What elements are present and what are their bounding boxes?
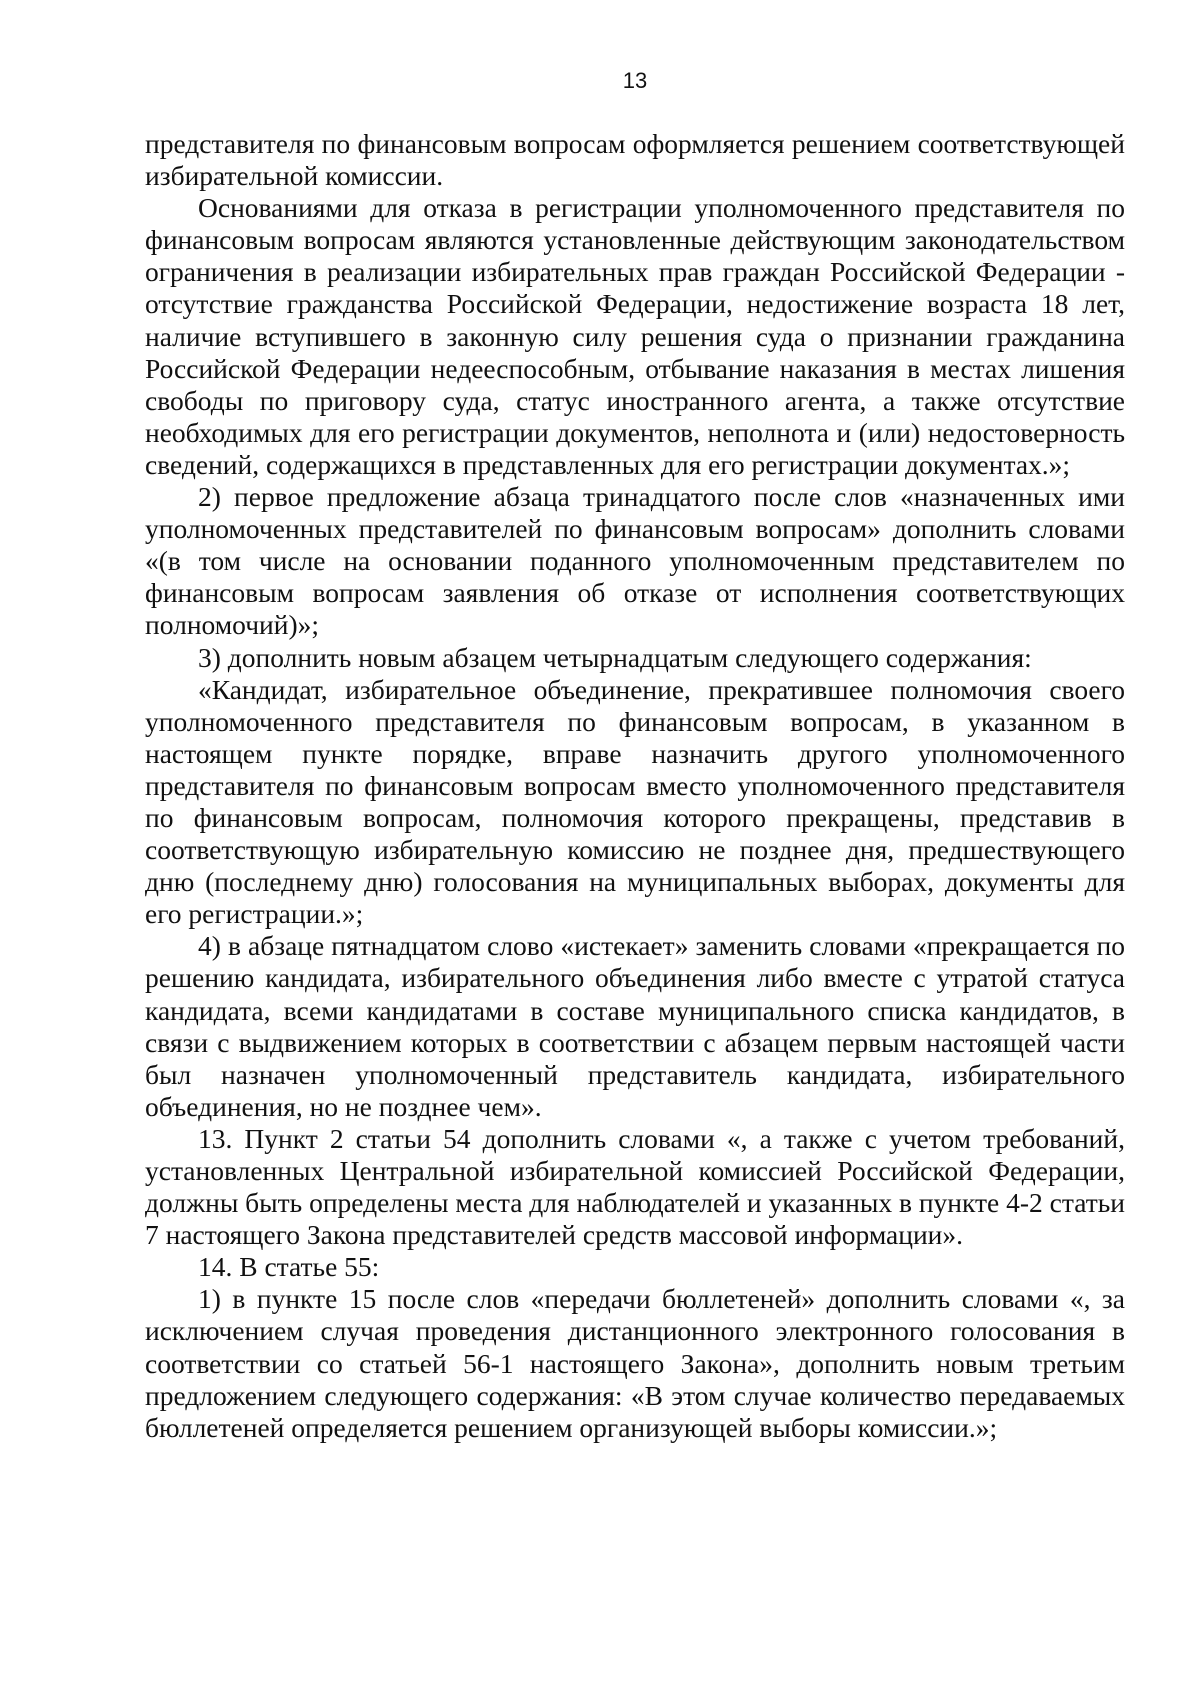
paragraph-8: 14. В статье 55: — [198, 1251, 380, 1283]
paragraph-3: 2) первое предложение абзаца тринадцатого после слов «назначенных ими уполномоченных представителей по финансовым вопросам» дополнить словами «(в том числе на основании поданного уполномоченным представителем по финансовым вопросам заявления об отказе от исполнения соответствующих полномочий)»; — [145, 481, 1125, 641]
paragraph-5: «Кандидат, избирательное объединение, прекратившее полномочия своего уполномоченного представителя по финансовым вопросам, в указанном в настоящем пункте порядке, вправе назначить другого уполномоченного представителя по финансовым вопросам вместо уполномоченного представителя по финансовым вопросам, полномочия которого прекращены, представив в соответствующую избирательную комиссию не позднее дня, предшествующего дню (последнему дню) голосования на муниципальных выборах, документы для его регистрации.»; — [145, 673, 1125, 930]
paragraph-6: 4) в абзаце пятнадцатом слово «истекает» заменить словами «прекращается по решению кандидата, избирательного объединения либо вместе с утратой статуса кандидата, всеми кандидатами в составе муниципального списка кандидатов, в связи с выдвижением которых в соответствии с абзацем первым настоящей части был назначен уполномоченный представитель кандидата, избирательного объединения, но не позднее чем». — [145, 930, 1125, 1122]
paragraph-2: Основаниями для отказа в регистрации уполномоченного представителя по финансовым вопросам являются установленные действующим законодательством ограничения в реализации избирательных прав граждан Российской Федерации - отсутствие гражданства Российской Федерации, недостижение возраста 18 лет, наличие вступившего в законную силу решения суда о признании гражданина Российской Федерации недееспособным, отбывание наказания в местах лишения свободы по приговору суда, статус иностранного агента, а также отсутствие необходимых для его регистрации документов, неполнота и (или) недостоверность сведений, содержащихся в представленных для его регистрации документах.»; — [145, 192, 1125, 480]
paragraph-1: представителя по финансовым вопросам оформляется решением соответствующей избирательной комиссии. — [145, 128, 1125, 192]
paragraph-7: 13. Пункт 2 статьи 54 дополнить словами «, а также с учетом требований, установленных Центральной избирательной комиссией Российской Федерации, должны быть определены места для наблюдателей и указанных в пункте 4-2 статьи 7 настоящего Закона представителей средств массовой информации». — [145, 1122, 1125, 1251]
paragraph-4: 3) дополнить новым абзацем четырнадцатым следующего содержания: — [198, 641, 1032, 673]
paragraph-9: 1) в пункте 15 после слов «передачи бюллетеней» дополнить словами «, за исключением случая проведения дистанционного электронного голосования в соответствии со статьей 56-1 настоящего Закона», дополнить новым третьим предложением следующего содержания: «В этом случае количество передаваемых бюллетеней определяется решением организующей выборы комиссии.»; — [145, 1283, 1125, 1443]
document-body — [145, 128, 1125, 1444]
page-number: 13 — [622, 68, 648, 93]
